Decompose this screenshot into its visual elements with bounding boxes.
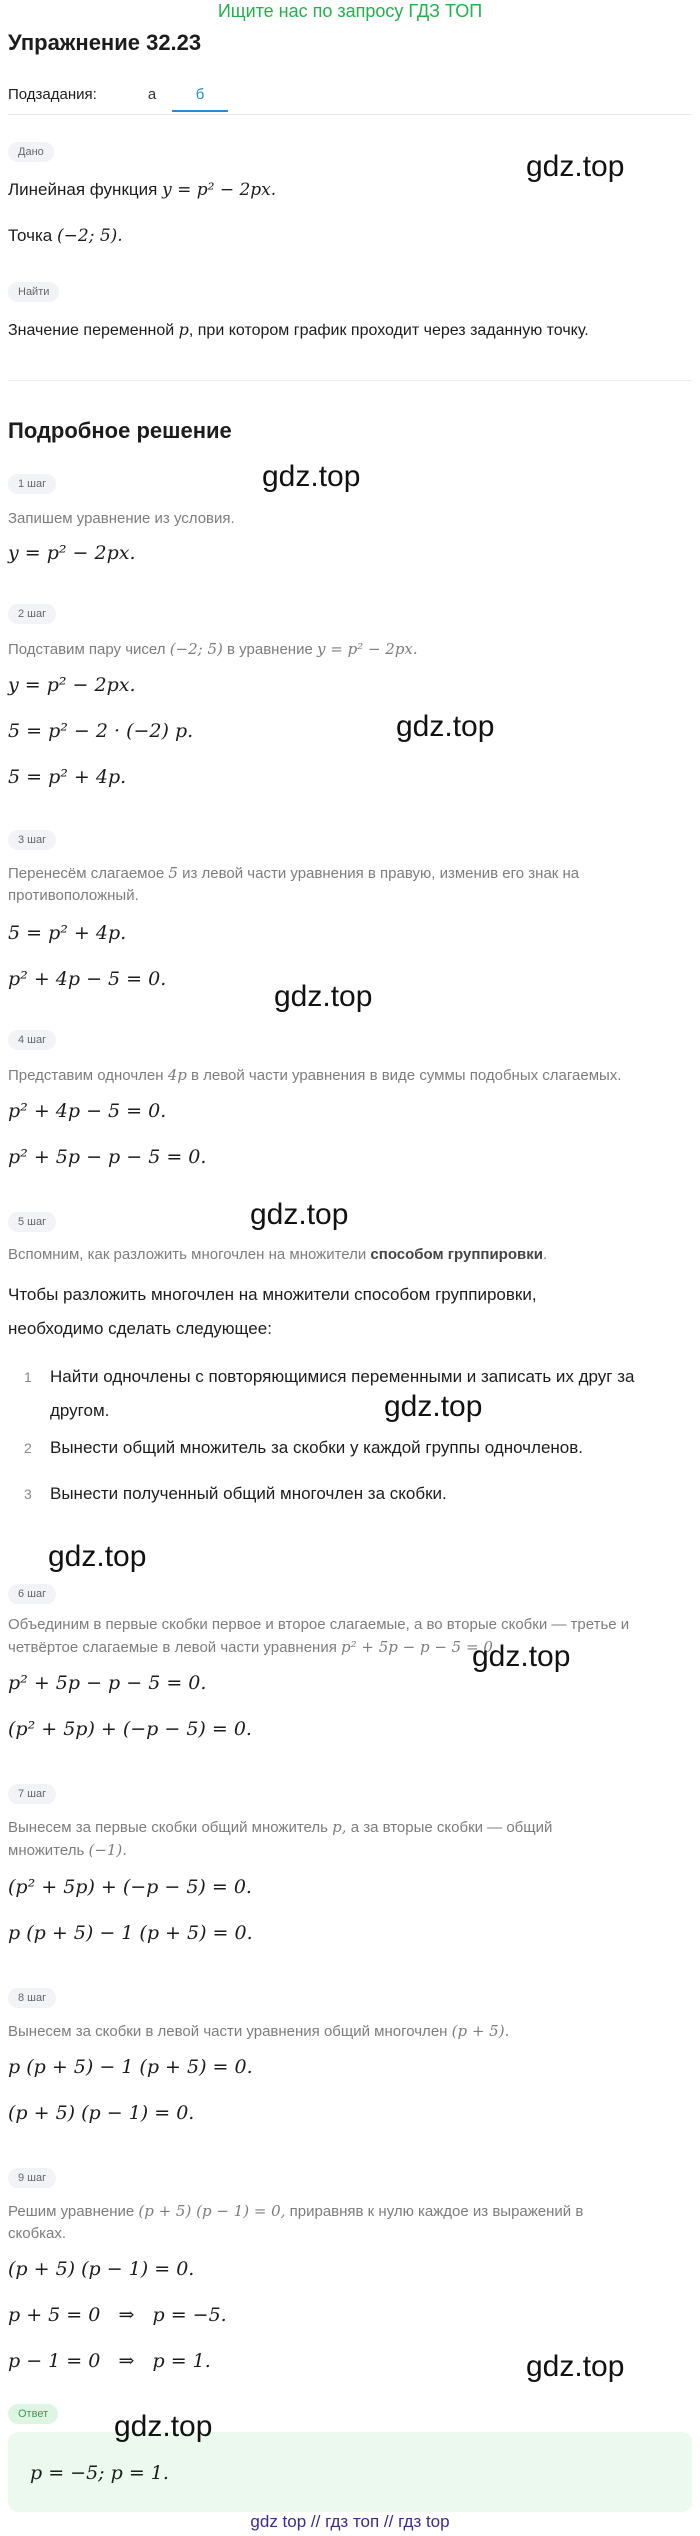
step-5-list-item-2: 2 Вынести общий множитель за скобки у каждой группы одночленов. xyxy=(24,1438,584,1457)
step-2-eq-1: y = p² − 2px. xyxy=(8,674,136,696)
watermark: gdz.top xyxy=(526,2350,625,2383)
step-2-desc: Подставим пару чисел (−2; 5) в уравнение y = p² − 2px. xyxy=(8,640,418,658)
step-6-desc: Объединим в первые скобки первое и второе слагаемые, а во вторые скобки — третье и четвёртое слагаемые в левой части уравнения p² + 5p − p − 5 = 0. xyxy=(8,1616,630,1656)
step-7-eq-1: (p² + 5p) + (−p − 5) = 0. xyxy=(8,1876,252,1898)
watermark: gdz.top xyxy=(274,980,373,1013)
step-6-eq-1: p² + 5p − p − 5 = 0. xyxy=(8,1672,207,1694)
page-title: Упражнение 32.23 xyxy=(8,30,202,55)
watermark: gdz.top xyxy=(114,2410,213,2443)
watermark: gdz.top xyxy=(396,710,495,743)
step-1-tag: 1 шаг xyxy=(8,474,56,494)
step-6-eq-2: (p² + 5p) + (−p − 5) = 0. xyxy=(8,1718,252,1740)
find-text: Значение переменной p, при котором график проходит через заданную точку. xyxy=(8,320,589,339)
step-7-desc: Вынесем за первые скобки общий множитель p, а за вторые скобки — общий множитель (−1). xyxy=(8,1818,553,1859)
watermark: gdz.top xyxy=(384,1390,483,1423)
step-4-desc: Представим одночлен 4p в левой части уравнения в виде суммы подобных слагаемых. xyxy=(8,1066,622,1084)
step-5-desc: Вспомним, как разложить многочлен на множители способом группировки. xyxy=(8,1246,548,1263)
given-function: Линейная функция y = p² − 2px. xyxy=(8,180,277,200)
step-4-eq-2: p² + 5p − p − 5 = 0. xyxy=(8,1146,207,1168)
step-8-eq-2: (p + 5) (p − 1) = 0. xyxy=(8,2102,195,2124)
tab-subtask-a[interactable]: а xyxy=(147,86,157,103)
step-3-desc: Перенесём слагаемое 5 из левой части уравнения в правую, изменив его знак на противоположный. xyxy=(8,864,580,904)
step-4-tag: 4 шаг xyxy=(8,1030,56,1050)
step-6-tag: 6 шаг xyxy=(8,1584,56,1604)
step-1-desc: Запишем уравнение из условия. xyxy=(8,510,235,527)
answer-tag: Ответ xyxy=(8,2404,58,2424)
step-2-eq-2: 5 = p² − 2 · (−2) p. xyxy=(8,720,194,742)
tabs-divider xyxy=(8,114,692,115)
step-5-tag: 5 шаг xyxy=(8,1212,56,1232)
given-tag: Дано xyxy=(8,142,54,162)
step-9-eq-3: p − 1 = 0 ⇒ p = 1. xyxy=(8,2350,211,2372)
step-9-desc: Решим уравнение (p + 5) (p − 1) = 0, приравняв к нулю каждое из выражений в скобках. xyxy=(8,2202,584,2242)
given-point: Точка (−2; 5). xyxy=(8,226,123,246)
section-divider xyxy=(8,380,692,381)
step-5-list-item-3: 3 Вынести полученный общий многочлен за скобки. xyxy=(24,1484,447,1503)
watermark: gdz.top xyxy=(472,1640,571,1673)
tab-subtask-b[interactable]: б xyxy=(172,82,228,112)
step-2-eq-3: 5 = p² + 4p. xyxy=(8,766,127,788)
step-5-intro: Чтобы разложить многочлен на множители способом группировки, необходимо сделать следующее: xyxy=(8,1285,537,1338)
watermark: gdz.top xyxy=(526,150,625,183)
step-8-eq-1: p (p + 5) − 1 (p + 5) = 0. xyxy=(8,2056,253,2078)
step-3-eq-2: p² + 4p − 5 = 0. xyxy=(8,968,167,990)
step-5-list-item-1: 1 Найти одночлены с повторяющимися переменными и записать их друг за другом. xyxy=(24,1367,635,1420)
promo-banner: Ищите нас по запросу ГДЗ ТОП xyxy=(217,1,483,21)
step-2-tag: 2 шаг xyxy=(8,604,56,624)
watermark: gdz.top xyxy=(250,1198,349,1231)
step-1-eq-1: y = p² − 2px. xyxy=(8,542,136,564)
step-3-tag: 3 шаг xyxy=(8,830,56,850)
find-tag: Найти xyxy=(8,282,59,302)
watermark: gdz.top xyxy=(48,1540,147,1573)
step-8-desc: Вынесем за скобки в левой части уравнения общий многочлен (p + 5). xyxy=(8,2022,510,2040)
step-7-tag: 7 шаг xyxy=(8,1784,56,1804)
watermark: gdz.top xyxy=(262,460,361,493)
step-9-eq-2: p + 5 = 0 ⇒ p = −5. xyxy=(8,2304,227,2326)
solution-title: Подробное решение xyxy=(8,418,232,443)
step-4-eq-1: p² + 4p − 5 = 0. xyxy=(8,1100,167,1122)
step-7-eq-2: p (p + 5) − 1 (p + 5) = 0. xyxy=(8,1922,253,1944)
step-9-eq-1: (p + 5) (p − 1) = 0. xyxy=(8,2258,195,2280)
step-3-eq-1: 5 = p² + 4p. xyxy=(8,922,127,944)
subtasks-label: Подзадания: xyxy=(8,86,97,103)
step-9-tag: 9 шаг xyxy=(8,2168,56,2188)
footer-links: gdz top // гдз топ // гдз top xyxy=(250,2512,450,2531)
answer-text: p = −5; p = 1. xyxy=(30,2462,169,2484)
step-8-tag: 8 шаг xyxy=(8,1988,56,2008)
